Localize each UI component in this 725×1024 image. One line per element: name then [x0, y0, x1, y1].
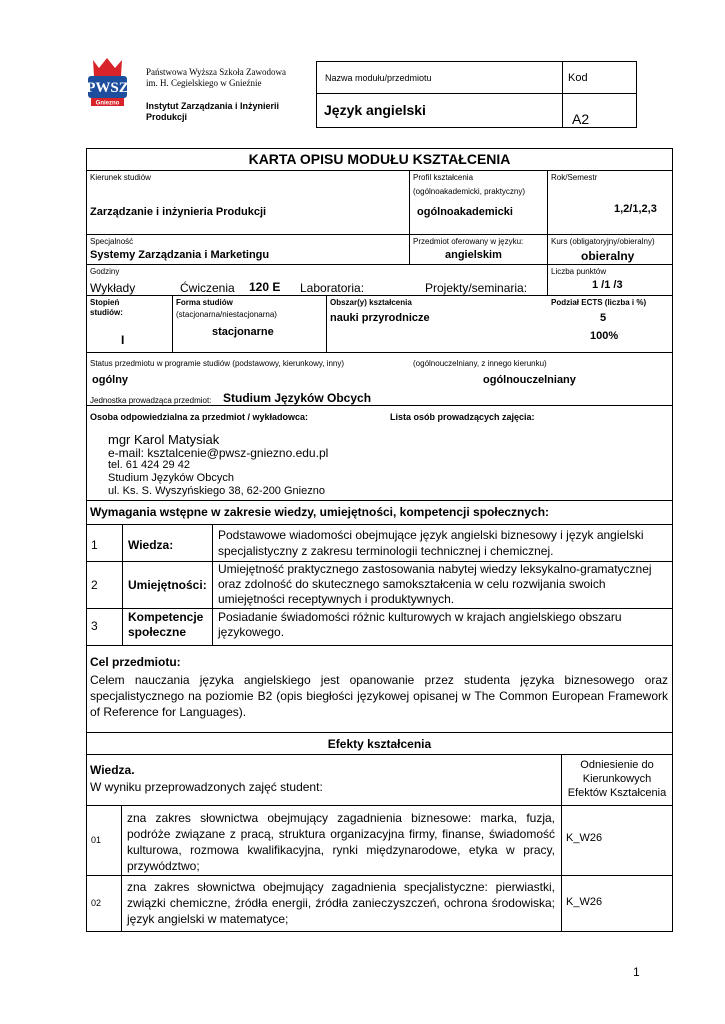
effects-heading: Efekty kształcenia [327, 737, 432, 751]
institution-name-line1: Państwowa Wyższa Szkoła Zawodowa [146, 67, 287, 77]
requirement-label: Kompetencje społeczne [128, 610, 204, 639]
effect-reference: K_W26 [566, 896, 603, 908]
degree-label-line2: studiów: [90, 308, 123, 317]
form-label-hint: (stacjonarna/niestacjonarna) [176, 310, 277, 319]
lab-label: Laboratoria: [300, 281, 365, 295]
responsible-label: Osoba odpowiedzialna za przedmiot / wykładowca: [90, 412, 309, 422]
field-label: Kierunek studiów [90, 173, 151, 182]
status-value-alt: ogólnouczelniany [483, 374, 576, 386]
logo [85, 56, 130, 108]
effect-number: 02 [91, 898, 102, 908]
area-label: Obszar(y) kształcenia [330, 298, 412, 307]
svg-text:PWSZ: PWSZ [86, 80, 129, 96]
exercises-value: 120 E [249, 280, 281, 294]
requirement-text: Podstawowe wiadomości obejmujące język angielski biznesowy i język angielski specjalistyczny z zakresu terminologii technicznej i chemicznej. [218, 528, 644, 558]
effect-number: 01 [91, 835, 102, 845]
spec-label: Specjalność [90, 237, 134, 246]
year-label: Rok/Semestr [551, 173, 598, 182]
contact-address: ul. Ks. S. Wyszyńskiego 38, 62-200 Gniezno [108, 485, 325, 497]
area-value: nauki przyrodnicze [330, 312, 430, 324]
status-value: ogólny [92, 374, 129, 386]
requirement-number: 3 [91, 619, 98, 633]
ects-percent: 100% [590, 330, 619, 342]
ects-value: 5 [600, 312, 607, 324]
hours-label: Godziny [90, 267, 120, 276]
knowledge-intro: W wyniku przeprowadzonych zajęć student: [90, 780, 323, 794]
unit-value: Studium Języków Obcych [223, 391, 372, 405]
institute-name-line1: Instytut Zarządzania i Inżynierii [146, 101, 280, 111]
requirement-label: Wiedza: [128, 538, 174, 552]
exercises-label: Ćwiczenia [180, 281, 235, 295]
teachers-label: Lista osób prowadzących zajęcia: [390, 412, 535, 422]
profile-label: Profil kształcenia [413, 173, 474, 182]
card-title: KARTA OPISU MODUŁU KSZTAŁCENIA [248, 151, 511, 167]
code-value: A2 [572, 111, 590, 127]
institute-name-line2: Produkcji [146, 112, 188, 122]
spec-value: Systemy Zarządzania i Marketingu [90, 249, 270, 261]
status-label: Status przedmiotu w programie studiów (podstawowy, kierunkowy, inny) [90, 359, 345, 368]
requirement-text: Posiadanie świadomości różnic kulturowych w krajach angielskiego obszaru językowego. [218, 610, 622, 639]
requirements-heading: Wymagania wstępne w zakresie wiedzy, umiejętności, kompetencji społecznych: [90, 505, 550, 519]
language-value: angielskim [445, 249, 502, 261]
svg-text:Gniezno: Gniezno [95, 100, 120, 107]
field-value: Zarządzanie i inżynieria Produkcji [90, 206, 267, 218]
module-name: Język angielski [324, 102, 426, 118]
contact-name: mgr Karol Matysiak [108, 432, 220, 447]
requirement-text: Umiejętność praktycznego zastosowania nabytej wiedzy leksykalno-gramatycznej oraz zdolność do skutecznego samokształcenia w celu rozwijania swoich umiejętności receptywnych i produktywnych. [218, 562, 652, 606]
form-value: stacjonarne [212, 326, 274, 338]
module-name-label: Nazwa modułu/przedmiotu [325, 73, 432, 83]
effect-reference: K_W26 [566, 832, 603, 844]
profile-label-hint: (ogólnoakademicki, praktyczny) [413, 187, 526, 196]
goal-heading: Cel przedmiotu: [90, 655, 181, 669]
course-label: Kurs (obligatoryjny/obieralny) [551, 237, 655, 246]
code-label: Kod [568, 72, 588, 84]
contact-phone: tel. 61 424 29 42 [108, 459, 190, 471]
status-label-alt: (ogólnouczelniany, z innego kierunku) [413, 359, 547, 368]
requirement-number: 1 [91, 538, 98, 552]
institution-name-line2: im. H. Cegielskiego w Gnieźnie [146, 78, 262, 88]
language-label: Przedmiot oferowany w języku: [413, 237, 524, 246]
reference-header: Odniesienie do Kierunkowych Efektów Kształcenia [567, 759, 667, 799]
year-value: 1,2/1,2,3 [614, 203, 657, 215]
contact-email[interactable]: e-mail: ksztalcenie@pwsz-gniezno.edu.pl [108, 446, 329, 460]
effect-text: zna zakres słownictwa obejmujący zagadnienia biznesowe: marka, fuzja, podróże związane z pracą, struktura organizacyjna firmy, finanse, świadomość kulturowa, rozmowa kwalifikacyjna, rynki międzynarodowe, etyka w pracy, przywództwo; [127, 811, 555, 873]
page-number: 1 [633, 965, 640, 979]
ects-label: Podział ECTS (liczba i %) [551, 298, 647, 307]
contact-unit: Studium Języków Obcych [108, 472, 234, 484]
effect-text: zna zakres słownictwa obejmujący zagadnienia specjalistyczne: pierwiastki, związki chemiczne, źródła energii, źródła zanieczyszczeń, ochrona środowiska; język angielski w matematyce; [127, 880, 555, 926]
degree-label: Stopień [90, 298, 120, 307]
requirement-number: 2 [91, 578, 98, 592]
goal-text: Celem nauczania języka angielskiego jest opanowanie przez studenta języka biznesowego oraz specjalistycznego na poziomie B2 (opis biegłości językowej opisanej w The Common European Framework of Reference for Languages). [90, 673, 668, 719]
degree-value: I [121, 333, 125, 347]
lectures-label: Wykłady [90, 281, 136, 295]
points-label: Liczba punktów [551, 267, 607, 276]
points-value: 1 /1 /3 [592, 279, 623, 291]
knowledge-label: Wiedza. [90, 763, 135, 777]
requirement-label: Umiejętności: [128, 578, 207, 592]
profile-value: ogólnoakademicki [417, 206, 513, 218]
course-value: obieralny [581, 249, 635, 263]
form-label: Forma studiów [176, 298, 233, 307]
unit-label: Jednostka prowadząca przedmiot: [90, 396, 212, 405]
projects-label: Projekty/seminaria: [425, 281, 528, 295]
